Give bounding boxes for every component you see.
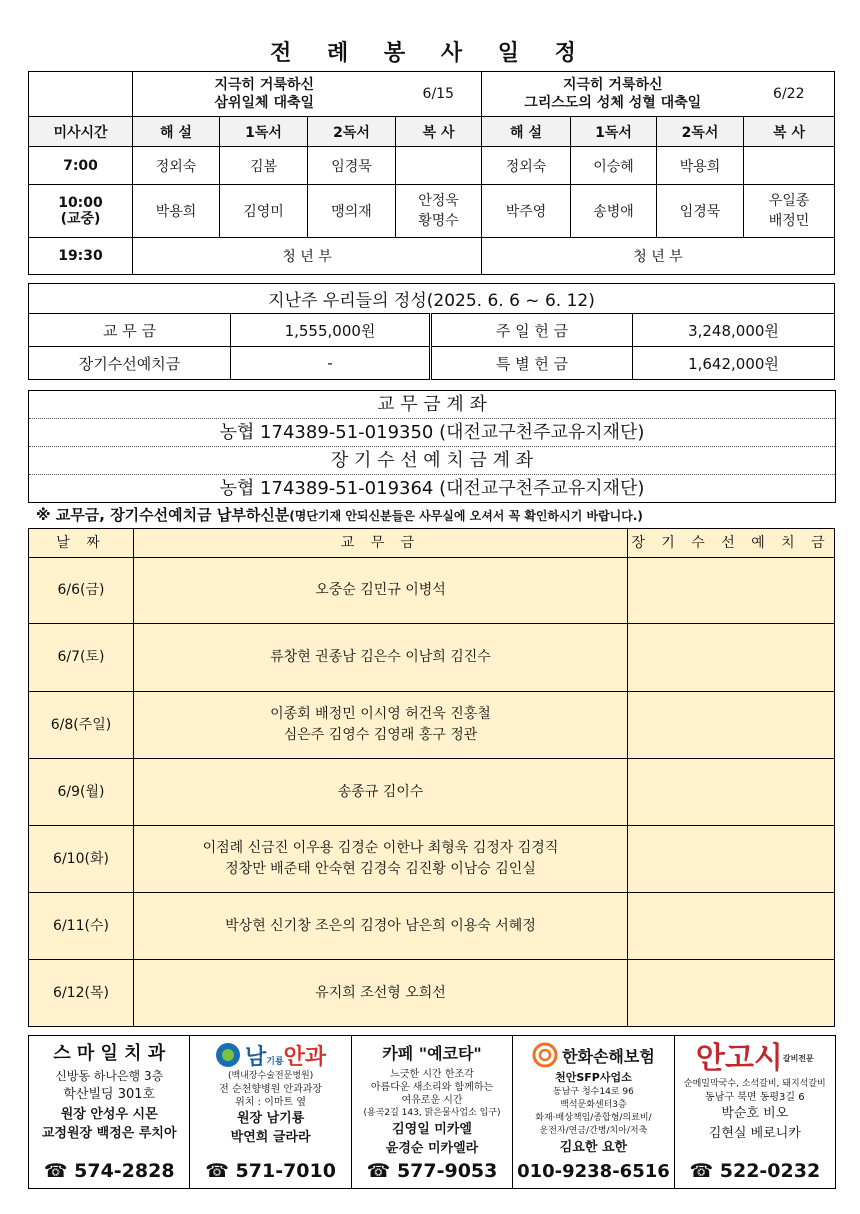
ad-line: 운전자/연금/간병/치아/저축 [539,1126,648,1136]
ad-owner: 윤경순 미카엘라 [385,1141,479,1156]
ad-owner: 박순호 비오 [721,1106,789,1121]
ad-line: 여유로운 시간 [401,1095,463,1106]
offering-value: - [231,347,431,380]
donor-notice [36,504,643,525]
ad-line: 화재·배상책임/종합형/의료비/ [535,1113,652,1123]
table-row [29,759,835,826]
mass-time: 19:30 [29,238,133,275]
donor-names: 송종규 김이수 [134,759,628,826]
ad-line: 동남구 청수14로 96 [553,1087,634,1097]
mass-time: 7:00 [29,147,133,185]
table-row [29,960,835,1027]
feast-1-line2: 삼위일체 대축일 [214,95,315,111]
ad-logo [190,1040,350,1070]
ad-line: 위치 : 이마트 옆 [235,1097,307,1108]
youth-group-cell: 청 년 부 [133,238,482,275]
mass-time: 10:00 (교중) [29,185,133,238]
offering-heading: 지난주 우리들의 정성(2025. 6. 6 ~ 6. 12) [29,284,835,314]
ad-name-b: 안과 [283,1044,327,1070]
schedule-corner [29,72,133,117]
feast-1-date: 6/15 [396,72,482,117]
ad-name-a: 남 [245,1044,267,1070]
ad-owner: 원장 안성우 시몬 [60,1107,158,1122]
liturgy-schedule-table [28,71,835,275]
col-header-server: 복 사 [744,117,835,147]
ad-phone: ☎ 571-7010 [205,1160,336,1182]
schedule-cell: 맹의재 [308,185,396,238]
feast-2-date: 6/22 [744,72,835,117]
account-number-dues: 농협 174389-51-019350 (대전교구천주교유지재단) [29,419,835,447]
ad-line: 전 순천향병원 안과과장 [219,1084,323,1095]
feast-2-line1: 지극히 거룩하신 [562,77,663,93]
offering-value: 3,248,000원 [633,314,835,347]
ad-cafe-yekota [352,1036,513,1188]
bank-accounts-box [28,390,836,503]
schedule-cell: 박용희 [133,185,220,238]
schedule-row-1000 [29,185,835,238]
ad-angosi-restaurant [675,1036,835,1188]
schedule-cell: 임경묵 [657,185,744,238]
ad-name-text: 안고시 [695,1041,783,1076]
donor-date: 6/12(목) [29,960,134,1027]
repair-fund-cell [628,826,835,893]
schedule-row-1930 [29,238,835,275]
donors-header-row [29,529,835,558]
donor-names: 류창현 권종남 김은수 이남희 김진수 [134,624,628,692]
schedule-cell: 박용희 [657,147,744,185]
account-title-repair: 장 기 수 선 예 치 금 계 좌 [29,447,835,475]
offering-table [28,283,835,380]
repair-fund-cell [628,960,835,1027]
col-header-commentary: 해 설 [482,117,571,147]
table-row [29,893,835,960]
schedule-cell: 정외숙 [133,147,220,185]
offering-label: 교 무 금 [29,314,231,347]
ad-phone: 010-9238-6516 [517,1161,670,1182]
feast-1-line1: 지극히 거룩하신 [214,77,315,93]
ad-hanwha-insurance [513,1036,674,1188]
schedule-row-0700 [29,147,835,185]
donor-date: 6/9(월) [29,759,134,826]
ad-smile-dental [29,1036,190,1188]
donors-table [28,528,835,1027]
ad-name: 한화손해보험 [562,1046,655,1066]
offering-value: 1,642,000원 [633,347,835,380]
schedule-cell: 정외숙 [482,147,571,185]
account-title-dues: 교 무 금 계 좌 [29,391,835,419]
ad-line: 백석문화센터3층 [560,1100,627,1110]
ad-owner: 김요한 요한 [559,1140,628,1155]
offering-row [29,314,835,347]
donor-names: 이점례 신금진 이우용 김경순 이한나 최형욱 김정자 김경직 정창만 배준태 안숙현 김경숙 김진황 이남승 김인실 [134,826,628,893]
schedule-cell: 박주영 [482,185,571,238]
col-header-server: 복 사 [396,117,482,147]
col-header-repair-fund: 장 기 수 선 예 치 금 [628,529,835,558]
notice-main: ※ 교무금, 장기수선예치금 납부하신분 [36,506,290,524]
repair-fund-cell [628,692,835,759]
ad-name [675,1040,835,1078]
donor-names: 박상현 신기창 조은의 김경아 남은희 이용숙 서혜정 [134,893,628,960]
col-header-commentary: 해 설 [133,117,220,147]
repair-fund-cell [628,558,835,624]
ad-line: 순메밀막국수, 소석갈비, 돼지석갈비 [683,1079,826,1089]
ad-name-sup: 기룡 [266,1056,284,1067]
donor-date: 6/7(토) [29,624,134,692]
schedule-cell: 우일종 배정민 [744,185,835,238]
repair-fund-cell [628,759,835,826]
schedule-cell: 임경묵 [308,147,396,185]
schedule-cell: 이승혜 [571,147,657,185]
col-header-reading1: 1독서 [220,117,308,147]
ad-line: 아름다운 새소리와 함께하는 [370,1082,494,1093]
notice-sub: (명단기재 안되신분들은 사무실에 오셔서 꼭 확인하시기 바랍니다.) [289,509,643,523]
schedule-cell: 안정욱 황명수 [396,185,482,238]
col-header-reading2: 2독서 [657,117,744,147]
ad-owner: 박연희 글라라 [230,1130,311,1145]
col-header-reading2: 2독서 [308,117,396,147]
ad-name: 카페 "예코타" [382,1044,482,1063]
ad-name [245,1040,326,1071]
schedule-cell: 김봄 [220,147,308,185]
schedule-cell: 송병애 [571,185,657,238]
ad-line: (백내장수술전문병원) [227,1071,314,1081]
ad-line: (용곡2길 143, 맑은물사업소 입구) [363,1108,501,1118]
col-header-date: 날 짜 [29,529,134,558]
table-row [29,826,835,893]
ad-line: 느긋한 시간 한조각 [390,1069,474,1080]
donor-names: 유지희 조선형 오희선 [134,960,628,1027]
table-row [29,624,835,692]
account-number-repair: 농협 174389-51-019364 (대전교구천주교유지재단) [219,478,645,499]
ad-phone: ☎ 574-2828 [43,1160,175,1182]
ad-phone: ☎ 577-9053 [366,1160,498,1182]
ad-owner: 교정원장 백정은 루치아 [41,1126,177,1141]
repair-fund-cell [628,893,835,960]
col-header-reading1: 1독서 [571,117,657,147]
schedule-cell: 김영미 [220,185,308,238]
ad-office: 천안SFP사업소 [555,1071,632,1084]
schedule-cell [396,147,482,185]
ad-phone: ☎ 522-0232 [689,1160,821,1182]
sponsor-ads [28,1035,836,1189]
repair-fund-cell [628,624,835,692]
schedule-cell [744,147,835,185]
ad-nam-eye-clinic [190,1036,351,1188]
donor-date: 6/8(주일) [29,692,134,759]
donor-date: 6/11(수) [29,893,134,960]
offering-row [29,347,835,380]
feast-2-title [482,72,744,117]
table-row [29,558,835,624]
donor-names: 이종회 배정민 이시영 허건욱 진홍철 심은주 김영수 김영래 홍구 정관 [134,692,628,759]
table-row [29,692,835,759]
offering-value: 1,555,000원 [231,314,431,347]
offering-label: 주 일 헌 금 [431,314,633,347]
feast-1-title [133,72,396,117]
donor-names: 오중순 김민규 이병석 [134,558,628,624]
ad-owner: 김현실 베로니카 [708,1126,801,1141]
col-header-mass-time: 미사시간 [29,117,133,147]
ad-line: 학산빌딩 301호 [63,1087,156,1102]
ad-logo [513,1040,673,1070]
ad-line: 동남구 북면 동평3길 6 [705,1092,805,1103]
ad-owner: 김영일 미카엘 [392,1122,472,1137]
page-title: 전 례 봉 사 일 정 [270,41,590,66]
offering-label: 장기수선예치금 [29,347,231,380]
ad-name: 스 마 일 치 과 [53,1043,166,1064]
feast-2-line2: 그리스도의 성체 성혈 대축일 [524,95,702,111]
ad-line: 신방동 하나은행 3층 [55,1069,164,1083]
col-header-dues: 교 무 금 [134,529,628,558]
youth-group-cell: 청 년 부 [482,238,835,275]
ad-tag: 갈비전문 [782,1054,814,1063]
eye-logo-icon [215,1042,241,1068]
hanwha-logo-icon [532,1042,558,1068]
donor-date: 6/6(금) [29,558,134,624]
donor-date: 6/10(화) [29,826,134,893]
ad-owner: 원장 남기룡 [236,1111,305,1126]
offering-label: 특 별 헌 금 [431,347,633,380]
schedule-header-row [29,117,835,147]
